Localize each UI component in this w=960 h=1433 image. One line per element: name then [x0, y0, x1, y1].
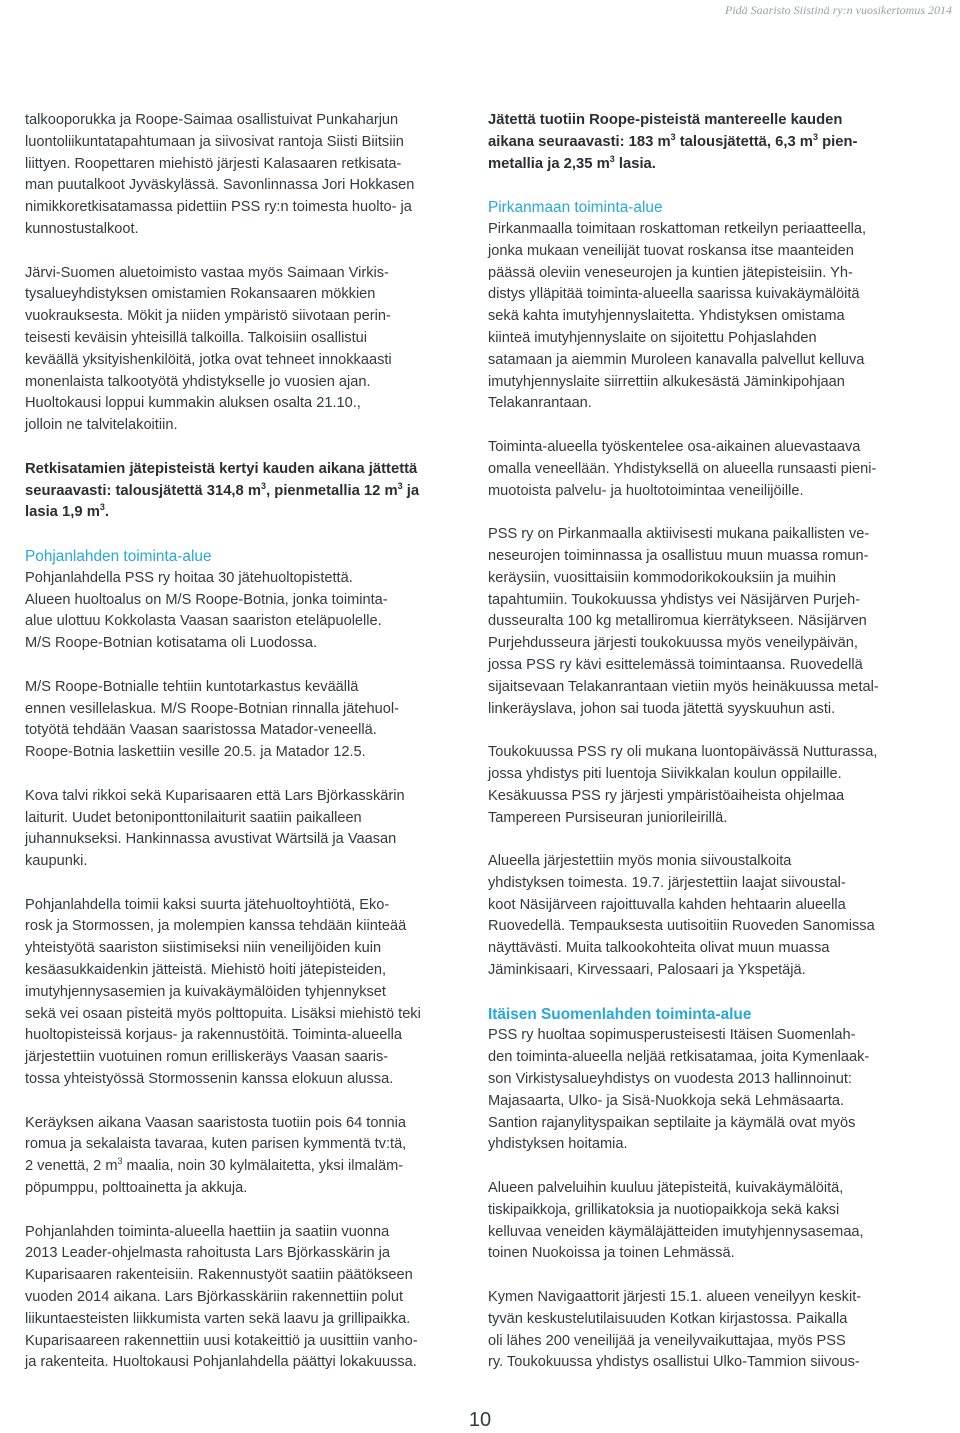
text-fragment: lasia.	[614, 155, 656, 172]
superscript: 3	[812, 131, 818, 142]
paragraph-luontopaiva: Toukokuussa PSS ry oli mukana luontopäivässä Nutturassa, jossa yhdistys piti luentoja Siivikkalan koulun oppilaille. Kesäkuussa PSS ry järjesti ympäristöaiheista ohjelmaa Tampereen Pursiseuran juniorileirillä.	[488, 744, 878, 826]
right-column	[488, 110, 938, 1374]
text-fragment: , pienmetallia 12 m	[266, 482, 398, 499]
paragraph-jarvi-suomi: Järvi-Suomen aluetoimisto vastaa myös Saimaan Virkis- tysalueyhdistyksen omistamien Rokansaaren mökkien vuokrauksesta. Mökit ja niiden ympäristö siivotaan perin- teisesti keväisin yhteisillä talkoilla. Talkoisiin osallistui keväällä yksityishenkilöitä, jotka ovat tehneet innokkaasti monenlaista talkootyötä yhdistykselle jo vuosien ajan. Huoltokausi loppui kummakin aluksen osalta 21.10., jolloin ne talvitelakoitiin.	[25, 264, 392, 434]
paragraph-romukeräys	[25, 1113, 477, 1200]
text-fragment: pien- metallia ja 2,35 m	[488, 133, 858, 172]
paragraph-roope-pisteet-waste	[488, 110, 938, 175]
superscript: 3	[99, 502, 105, 513]
text-fragment: Retkisatamien jätepisteistä kertyi kauden aikana jättettä seuraavasti: talousjätettä 314,8 m	[25, 460, 418, 499]
section-heading-pirkanmaa: Pirkanmaan toiminta-alue	[488, 199, 663, 217]
text-fragment: Keräyksen aikana Vaasan saaristosta tuotiin pois 64 tonnia romua ja sekalaista tavaraa, kuten parisen kymmentä tv:tä, 2 venettä, 2 m	[25, 1114, 407, 1175]
paragraph-laiturit: Kova talvi rikkoi sekä Kuparisaaren että Lars Björkasskärin laiturit. Uudet betoniponttonilaiturit saatiin paikalleen juhannukseksi. Hankinnassa avustivat Wärtsilä ja Vaasan kaupunki.	[25, 787, 405, 870]
paragraph-itainen-intro: PSS ry huoltaa sopimusperusteisesti Itäisen Suomenlah- den toiminta-alueella neljää retkisatamaa, joita Kymenlaak- son Virkistysalueyhdistys on vuodesta 2013 hallinnoinut: Majasaarta, Ulko- ja Sisä-Nuokkoja sekä Lehmäsaarta. Santion rajanylityspaikan septilaite ja käymälä ovat myös yhdistyksen hoitamia.	[488, 1027, 870, 1153]
paragraph-talkooporukka: talkooporukka ja Roope-Saimaa osallistuivat Punkaharjun luontoliikuntatapahtumaan ja siivosivat rantoja Siisti Biitsiin liittyen. Roopettaren miehistö järjesti Kalasaaren retkisata- man puutalkoot Jyväskylässä. Savonlinnassa Jori Hokkasen nimikkoretkisatamassa pidettiin PSS ry:n toimesta huolto- ja kunnostustalkoot.	[25, 112, 415, 237]
running-header: Pidä Saaristo Siistinä ry:n vuosikertomus 2014	[725, 3, 952, 17]
text-fragment: maalia, noin 30 kylmälaitetta, yksi ilmaläm- pöpumppu, polttoainetta ja akkuja.	[25, 1158, 404, 1197]
superscript: 3	[117, 1156, 123, 1167]
paragraph-retkisatamat-waste	[25, 459, 477, 524]
superscript: 3	[609, 153, 615, 164]
text-fragment: Jätettä tuotiin Roope-pisteistä mantereelle kauden aikana seuraavasti: 183 m	[488, 112, 843, 150]
superscript: 3	[670, 131, 676, 142]
paragraph-pirkanmaa-intro: Pirkanmaalla toimitaan roskattoman retkeilyn periaatteella, jonka mukaan veneilijät tuovat roskansa itse maanteiden päässä oleviin veneseurojen ja kuntien jätepisteisiin. Yh- distys ylläpitää toiminta-alueella saarissa kuivakäymälöitä sekä kahta imutyhjennyslaitetta. Yhdistyksen omistama kiinteä imutyhjennyslaite on sijoitettu Pohjaslahden satamaan ja aiemmin Muroleen kanavalla palvellut kelluva imutyhjennyslaite siirrettiin alkukesästä Jäminkipohjaan Telakanrantaan.	[488, 220, 866, 412]
superscript: 3	[261, 480, 267, 491]
section-heading-itainen-suomenlahti: Itäisen Suomenlahden toiminta-alue	[488, 1005, 752, 1023]
left-column	[25, 110, 477, 1374]
paragraph-jatehuoltoyhtiot: Pohjanlahdella toimii kaksi suurta jätehuoltoyhtiötä, Eko- rosk ja Stormossen, ja molempien kanssa tehdään kiinteää yhteistyötä saariston siistimiseksi niin veneilijöiden kuin kesäasukkaidenkin jätteistä. Miehistö hoiti jätepisteiden, imutyhjennysasemien ja kuivakäymälöiden tyhjennykset sekä vei osaan pisteitä myös polttopuita. Lisäksi miehistö teki huoltopisteissä korjaus- ja rakennustöitä. Toiminta-alueella järjestettiin vuotuinen romun erilliskeräys Vaasan saaris- tossa yhteistyössä Stormossenin kanssa elokuun alussa.	[25, 896, 421, 1088]
text-fragment: .	[104, 504, 109, 521]
paragraph-pohjanlahti-intro: Pohjanlahdella PSS ry hoitaa 30 jätehuoltopistettä. Alueen huoltoalus on M/S Roope-Botnia, jonka toiminta- alue ulottuu Kokkolasta Vaasan saariston eteläpuolelle. M/S Roope-Botnian kotisatama oli Luodossa.	[25, 569, 388, 652]
paragraph-kymen-navigaattorit: Kymen Navigaattorit järjesti 15.1. alueen veneilyyn keskit- tyvän keskustelutilaisuuden Kotkan kirjastossa. Paikalla oli lähes 200 veneilijää ja veneilyvaikuttajaa, myös PSS ry. Toukokuussa yhdistys osallistui Ulko-Tammion siivous-	[488, 1289, 862, 1371]
paragraph-leader-rahoitus: Pohjanlahden toiminta-alueella haettiin ja saatiin vuonna 2013 Leader-ohjelmasta rahoitusta Lars Björkasskärin ja Kuparisaaren rakenteisiin. Rakennustyöt saatiin päätökseen vuoden 2014 aikana. Lars Björkasskäriin rakennettiin polut liikuntaesteisten liikkumista varten sekä laavu ja grillipaikka. Kuparisaareen rakennettiin uusi kotakeittiö ja uusittiin vanho- ja rakenteita. Huoltokausi Pohjanlahdella päättyi lokakuussa.	[25, 1223, 418, 1371]
paragraph-alueen-palvelut: Alueen palveluihin kuuluu jätepisteitä, kuivakäymälöitä, tiskipaikkoja, grillikatoksia ja nuotiopaikkoja sekä kaksi kelluvaa veneiden käymäläjätteiden imutyhjennysasemaa, toinen Nuokoissa ja toinen Lehmässä.	[488, 1180, 864, 1262]
paragraph-siivoustalkoot: Alueella järjestettiin myös monia siivoustalkoita yhdistyksen toimesta. 19.7. järjestettiin laajat siivoustal- koot Näsijärveen rajoittuvalla kahden hehtaarin alueella Ruovedellä. Tempauksesta uutisoitiin Ruoveden Sanomissa näyttävästi. Muita talkookohteita olivat muun muassa Jäminkisaari, Kirvessaari, Palosaari ja Ykspetäjä.	[488, 853, 875, 979]
paragraph-aluevastaava: Toiminta-alueella työskentelee osa-aikainen aluevastaava omalla veneellään. Yhdistyksellä on alueella runsaasti pieni- muotoista palvelu- ja huoltotoimintaa veneilijöille.	[488, 438, 877, 499]
superscript: 3	[397, 480, 403, 491]
text-fragment: talousjätettä, 6,3 m	[675, 133, 813, 150]
text-fragment: ja lasia 1,9 m	[25, 482, 420, 521]
page-number: 10	[468, 1409, 492, 1431]
paragraph-roope-botnia: M/S Roope-Botnialle tehtiin kuntotarkastus keväällä ennen vesillelaskua. M/S Roope-Botnian rinnalla jätehuol- totyötä tehdään Vaasan saaristossa Matador-veneellä. Roope-Botnia laskettiin vesille 20.5. ja Matador 12.5.	[25, 678, 399, 761]
paragraph-pss-pirkanmaa: PSS ry on Pirkanmaalla aktiivisesti mukana paikallisten ve- neseurojen toiminnassa ja osallistuu muun muassa romun- keräysiin, vuosittaisiin kommodorikokouksiin ja muihin tapahtumiin. Toukokuussa yhdistys vei Näsijärven Purjeh- dusseuralta 100 kg metalliromua kierrätykseen. Näsijärven Purjehdusseura järjesti toukokuussa myös veneilypäivän, jossa PSS ry kävi esittelemässä toimintaansa. Ruovedellä sijaitsevaan Telakanrantaan vietiin myös heinäkuussa metal- linkeräyslava, johon sai tuoda jätettä syyskuuhun asti.	[488, 526, 879, 717]
section-heading-pohjanlahti: Pohjanlahden toiminta-alue	[25, 547, 212, 565]
